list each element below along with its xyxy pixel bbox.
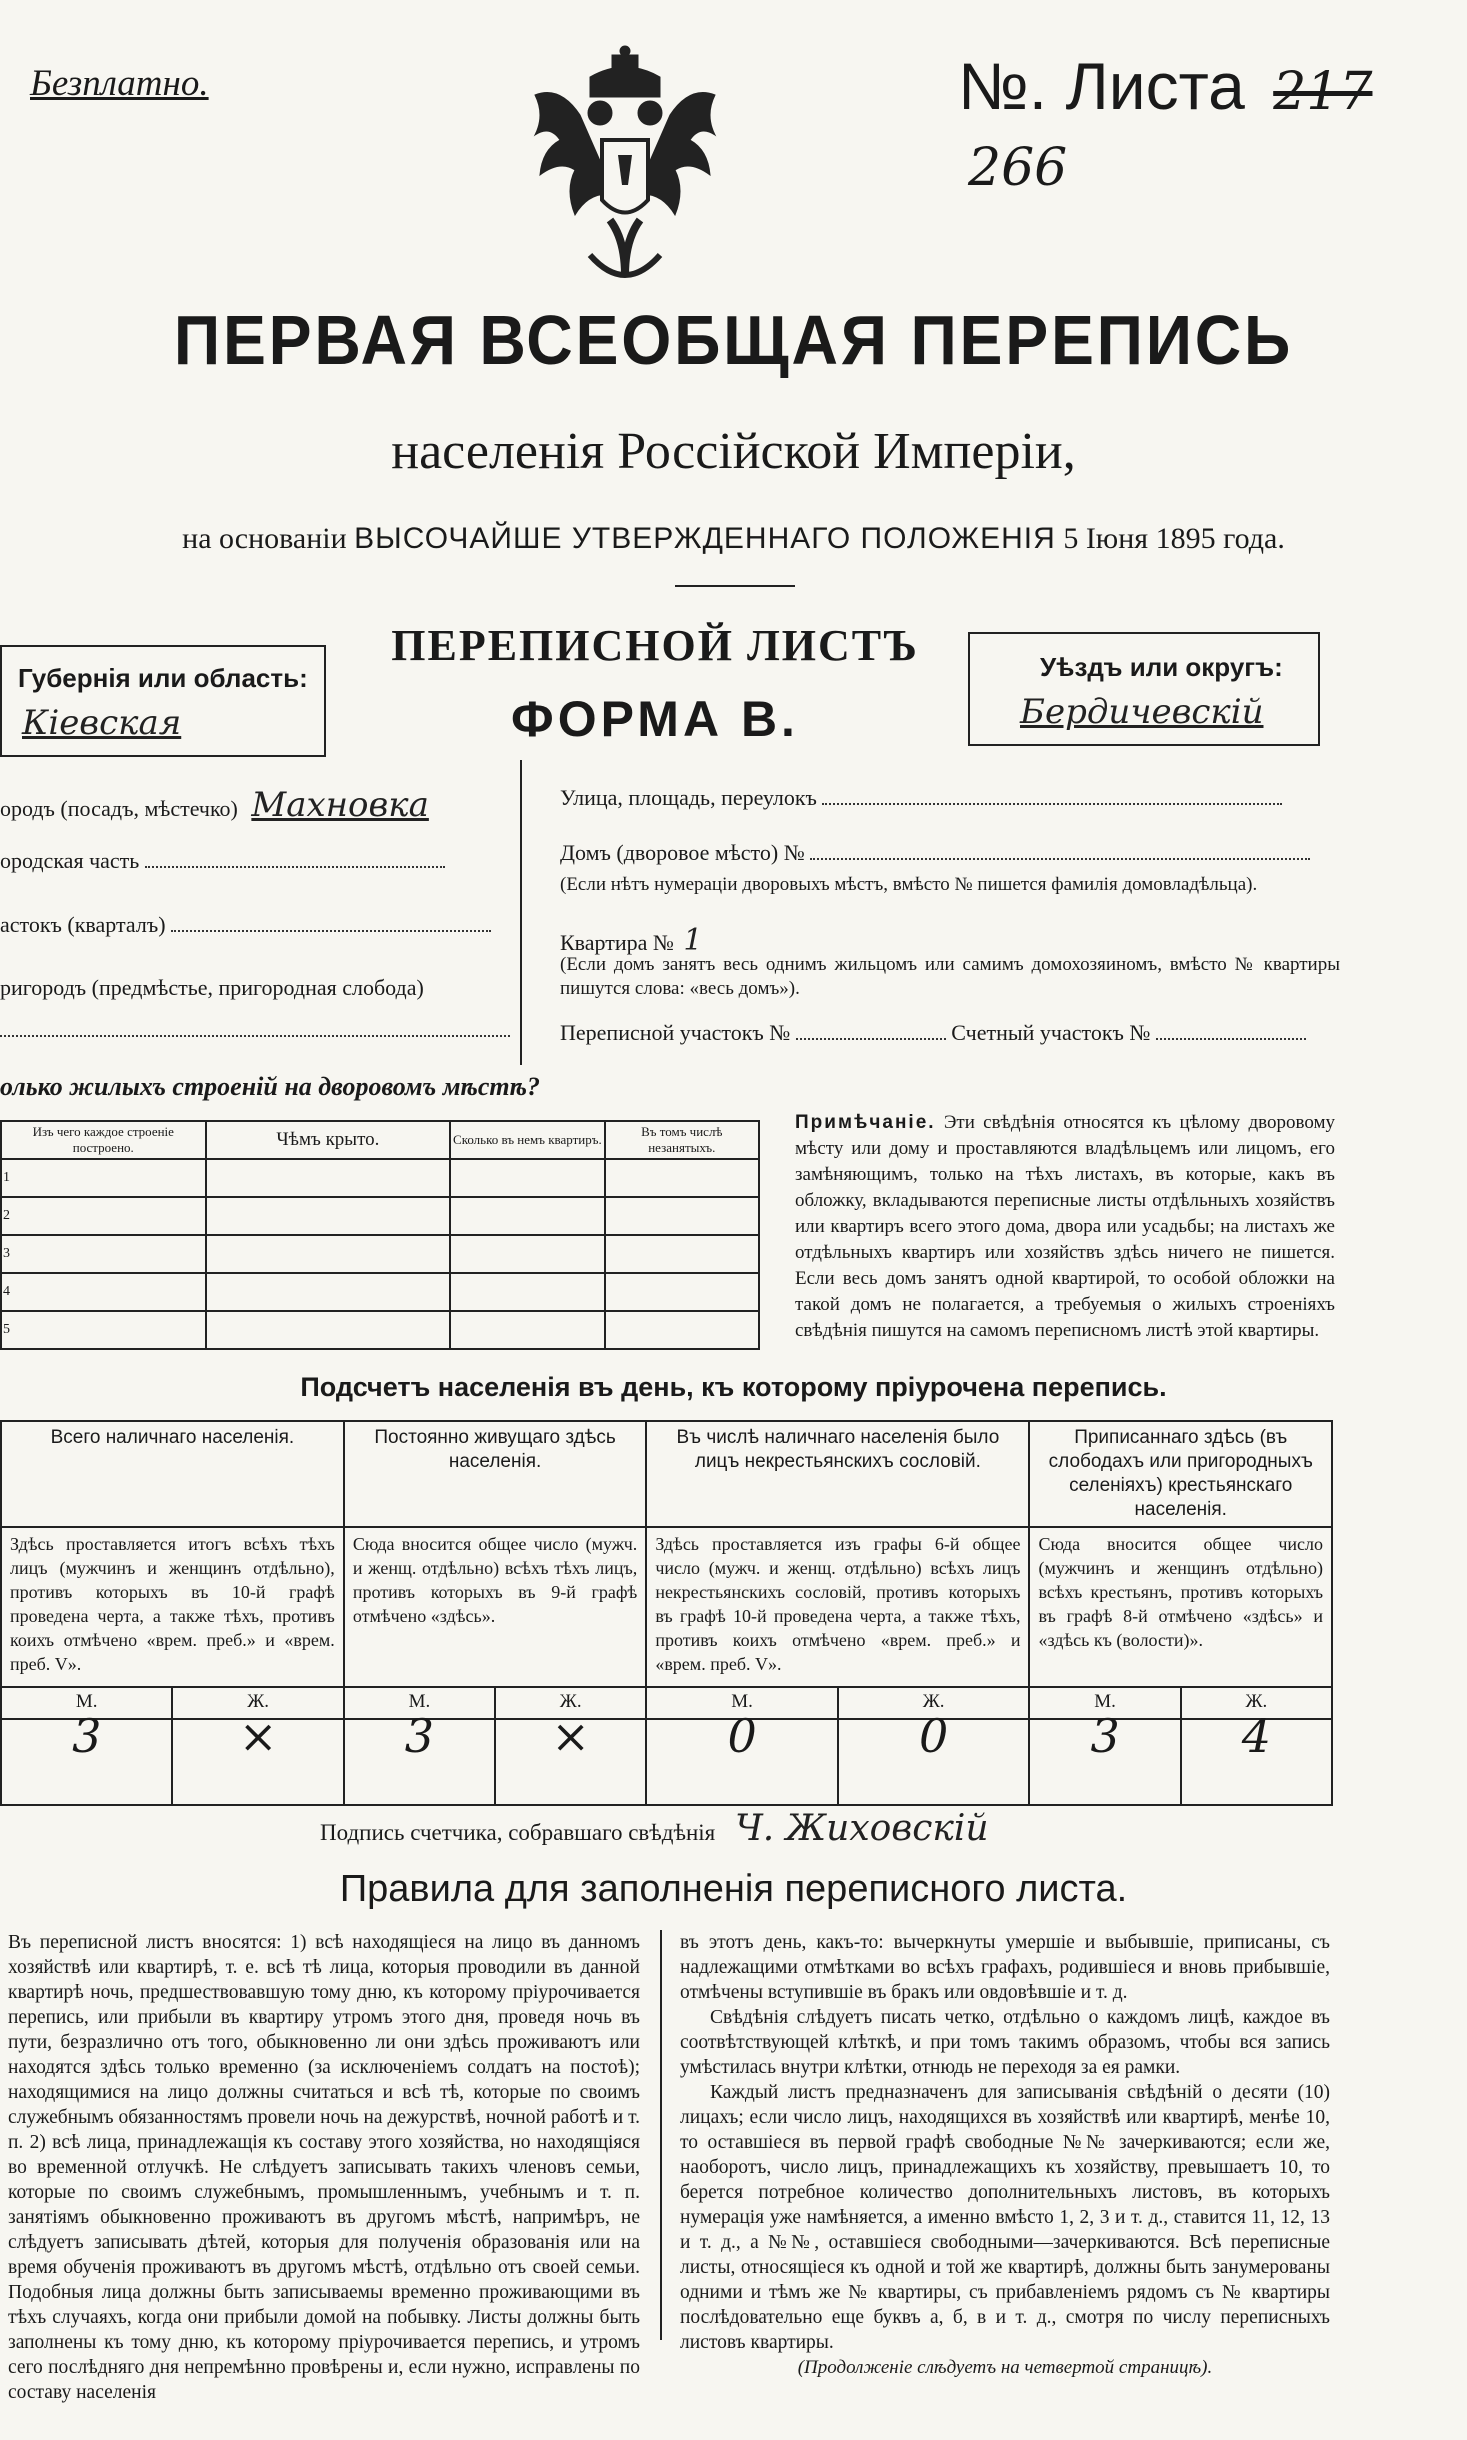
count-col4-f-label: Ж. [1181,1687,1332,1719]
count-col1-m-value: 3 [1,1719,172,1805]
gubernia-box [0,645,326,757]
count-col4-f-value: 4 [1181,1719,1332,1805]
flat-label: Квартира № [560,930,674,955]
address-right [560,775,1340,1075]
count-col1-f-value: × [172,1719,343,1805]
count-col4-m-value: 3 [1029,1719,1180,1805]
buildings-header-roof: Чѣмъ крыто. [206,1121,451,1159]
buildings-row-5: 5 [1,1311,206,1349]
count-col2-m-value: 3 [344,1719,495,1805]
buildings-row-2: 2 [1,1197,206,1235]
sheet-title: ПЕРЕПИСНОЙ ЛИСТЪ [391,621,919,670]
note-text: Эти свѣдѣнія относятся къ цѣлому дворовому мѣсту или дому и проставляются владѣльцемъ или лицомъ, его замѣняющимъ, только на тѣхъ листахъ, въ которые, какъ въ обложку, вкладываются переписные листы отдѣльныхъ хозяйствъ или квартиръ всего этого дома, двора или усадьбы; на листахъ же отдѣльныхъ квартиръ или хозяйствъ здѣсь ничего не пишется. Если весь домъ занятъ одной квартирой, то особой обложки на такой домъ не полагается, а требуемыя о жилыхъ строеніяхъ свѣдѣнія пишутся на самомъ переписномъ листѣ этой квартиры. [795,1112,1335,1341]
census-subtitle: населенія Россійской Имперіи, [391,423,1076,480]
sheet-number-label: №. Листа [958,49,1245,123]
count-col4-m-label: М. [1029,1687,1180,1719]
basis-caps: ВЫСОЧАЙШЕ УТВЕРЖДЕННАГО ПОЛОЖЕНІЯ [354,522,1056,555]
district-row [560,1020,1340,1046]
count-district-label: Счетный участокъ № [951,1020,1151,1045]
count-col1-header: Всего наличнаго населенія. [1,1421,344,1527]
rules-right-p3: Каждый листъ предназначенъ для записыванія свѣдѣній о десяти (10) лицахъ; если число лицъ, находящихся въ хозяйствѣ или квартирѣ, менѣе 10, то оставшіеся въ первой графѣ свободные №№ зачеркиваются; если же, наоборотъ, число лицъ, принадлежащихъ къ хозяйству, превышаетъ 10, то берется потребное количество дополнительныхъ листовъ, въ которыхъ нумерація уже намѣняется, а именно вмѣсто 1, 2, 3 и т. д., ставится 11, 12, 13 и т. д., а №№, оставшіеся свободными—зачеркиваются. Всѣ переписные листы, относящіеся къ одной и той же квартирѣ, должны быть занумерованы одними и тѣмъ же № квартиры, съ прибавленіемъ рядомъ съ № квартиры послѣдовательно еще буквъ а, б, в и т. д., смотря по числу переписныхъ листовъ квартиры. [680,2082,1330,2353]
buildings-question: олько жилыхъ строеній на дворовомъ мѣстѣ? [0,1072,540,1101]
count-col3-f-label: Ж. [838,1687,1030,1719]
count-col1-m-label: М. [1,1687,172,1719]
count-col1-f-label: Ж. [172,1687,343,1719]
rules-right-p2: Свѣдѣнія слѣдуетъ писать четко, отдѣльно о каждомъ лицѣ, каждое въ соотвѣтствующей клѣткѣ, и при томъ такимъ образомъ, чтобы вся запись умѣстилась внутри клѣтки, отнюдь не переходя за ея рамки. [680,2007,1330,2078]
count-col3-desc: Здѣсь проставляется изъ графы 6-й общее число (мужч. и женщ. отдѣльно) всѣхъ лицъ некрестьянскихъ сословій, противъ которыхъ въ графѣ 10-й проведена черта, а также тѣхъ, противъ коихъ отмѣчено «врем. преб.» и «врем. преб. V». [646,1527,1029,1687]
buildings-row-1: 1 [1,1159,206,1197]
rules-right-p1: въ этотъ день, какъ-то: вычеркнуты умершіе и выбывшіе, приписаны, съ надлежащими отмѣтками во всѣхъ графахъ, родившіеся и вновь прибывшіе, отмѣчены вступившіе въ бракъ или овдовѣвшіе и т. д. [680,1932,1330,2003]
note-block [795,1110,1335,1344]
free-label: Безплатно. [30,63,209,104]
city-value: Махновка [251,785,429,825]
flat-value: 1 [683,923,703,958]
gubernia-label: Губернія или область: [18,663,308,693]
count-col2-header: Постоянно живущаго здѣсь населенія. [344,1421,647,1527]
note-title: Примѣчаніе. [795,1112,936,1133]
census-title: ПЕРВАЯ ВСЕОБЩАЯ ПЕРЕПИСЬ [173,301,1294,379]
count-col4-desc: Сюда вносится общее число (мужчинъ и женщинъ отдѣльно) всѣхъ крестьянъ, противъ которыхъ въ графѣ 8-й отмѣчено «здѣсь» и «здѣсь къ (волости)». [1029,1527,1332,1687]
rules-continued: (Продолженіе слѣдуетъ на четвертой страницѣ). [797,2357,1213,2378]
city-label: ородъ (посадъ, мѣстечко) [0,796,238,821]
address-left [0,760,522,1065]
census-basis [0,522,1467,556]
count-table [0,1420,1333,1806]
uezd-value: Бердичевскій [1020,692,1264,732]
rules-title: Правила для заполненія переписного листа. [339,1868,1128,1910]
count-col4-header: Приписаннаго здѣсь (въ слободахъ или пригородныхъ селеніяхъ) крестьянскаго населенія. [1029,1421,1332,1527]
sheet-number-crossed: 217 [1273,62,1373,122]
count-col3-f-value: 0 [838,1719,1030,1805]
sheet-number-handwritten: 266 [968,138,1068,198]
suburb-row [0,975,424,1001]
flat-note: (Если домъ занятъ весь однимъ жильцомъ или самимъ домохозяиномъ, вмѣсто № квартиры пишутся слова: «весь домъ»). [560,954,1340,999]
imperial-eagle-emblem [520,45,730,305]
form-title: ФОРМА В. [511,691,799,747]
signature-label: Подпись счетчика, собравшаго свѣдѣнія [320,1820,716,1845]
house-label: Домъ (дворовое мѣсто) № [560,840,805,865]
count-col2-f-value: × [495,1719,646,1805]
city-row [0,785,429,825]
count-col2-desc: Сюда вносится общее число (мужч. и женщ. отдѣльно) всѣхъ тѣхъ лицъ, противъ которыхъ въ 9-й графѣ отмѣчено «здѣсь». [344,1527,647,1687]
part-label: ородская часть [0,848,140,873]
basis-date: 5 Іюня 1895 года. [1063,522,1285,555]
count-col3-m-value: 0 [646,1719,838,1805]
uezd-label: Уѣздъ или округъ: [1040,652,1283,682]
count-col2-f-label: Ж. [495,1687,646,1719]
street-row [560,785,1340,811]
count-title: Подсчетъ населенія въ день, къ которому пріурочена перепись. [300,1372,1167,1402]
signature-value: Ч. Жиховскій [734,1808,989,1849]
part-row [0,848,500,874]
sheet-number [958,48,1467,200]
uezd-box [968,632,1320,746]
count-col3-m-label: М. [646,1687,838,1719]
district-label: Переписной участокъ № [560,1020,791,1045]
signature-row [320,1808,989,1849]
rules-left-column: Въ переписной листъ вносятся: 1) всѣ находящіеся на лицо въ данномъ хозяйствѣ или квартирѣ, т. е. всѣ тѣ лица, которыя проводили въ данной квартирѣ ночь, предшествовавшую тому дню, къ которому пріурочивается перепись, или прибыли въ квартиру утромъ этого дня, проведя ночь въ пути, безразлично отъ того, обыкновенно ли они здѣсь проживаютъ или находятся здѣсь только временно (за исключеніемъ солдатъ на постоѣ); находящимися на лицо должны считаться и всѣ тѣ, которые по своимъ служебнымъ обязанностямъ провели ночь на дежурствѣ, ночной работѣ и т. п. 2) всѣ лица, принадлежащія къ составу этого хозяйства, но находящіяся во временной отлучкѣ. Не слѣдуетъ записывать такихъ членовъ семьи, которые по своимъ служебнымъ, промышленнымъ, учебнымъ и т. п. занятіямъ обыкновенно проживаютъ въ другомъ мѣстѣ, напримѣръ, не слѣдуетъ записывать дѣтей, которыя для полученія образованія или на время обученія проживаютъ въ другомъ мѣстѣ, отдѣльно отъ своей семьи. Подобныя лица должны быть записываемы временно проживающими въ тѣхъ случаяхъ, когда они прибыли домой на побывку. Листы должны быть заполнены къ тому дню, къ которому пріурочивается перепись, и утромъ сего послѣдняго дня непремѣнно провѣрены и, если нужно, исправлены по составу населенія [8,1932,640,2403]
gubernia-value: Кіевская [22,703,182,743]
rules-right-column [680,1930,1330,2380]
title-divider [675,585,795,587]
count-col2-m-label: М. [344,1687,495,1719]
count-col1-desc: Здѣсь проставляется итогъ всѣхъ тѣхъ лицъ (мужчинъ и женщинъ отдѣльно), противъ которыхъ въ 10-й графѣ проведена черта, а также тѣхъ, противъ коихъ отмѣчено «врем. преб.» и «врем. преб. V». [1,1527,344,1687]
buildings-row-3: 3 [1,1235,206,1273]
buildings-row-4: 4 [1,1273,206,1311]
rules-divider [660,1930,662,2340]
buildings-header-flats: Сколько въ немъ квартиръ. [450,1121,604,1159]
basis-prefix: на основаніи [182,522,347,555]
buildings-header-vacant: Въ томъ числѣ незанятыхъ. [605,1121,759,1159]
quarter-label: астокъ (кварталъ) [0,912,166,937]
suburb-label: ригородъ (предмѣстье, пригородная слобода) [0,975,424,1000]
buildings-table [0,1120,760,1350]
buildings-header-material: Изъ чего каждое строеніе построено. [1,1121,206,1159]
house-note: (Если нѣтъ нумераціи дворовыхъ мѣстъ, вмѣсто № пишется фамилія домовладѣльца). [560,874,1258,895]
count-col3-header: Въ числѣ наличнаго населенія было лицъ некрестьянскихъ сословій. [646,1421,1029,1527]
quarter-row [0,912,500,938]
street-label: Улица, площадь, переулокъ [560,785,817,810]
house-row [560,840,1340,866]
